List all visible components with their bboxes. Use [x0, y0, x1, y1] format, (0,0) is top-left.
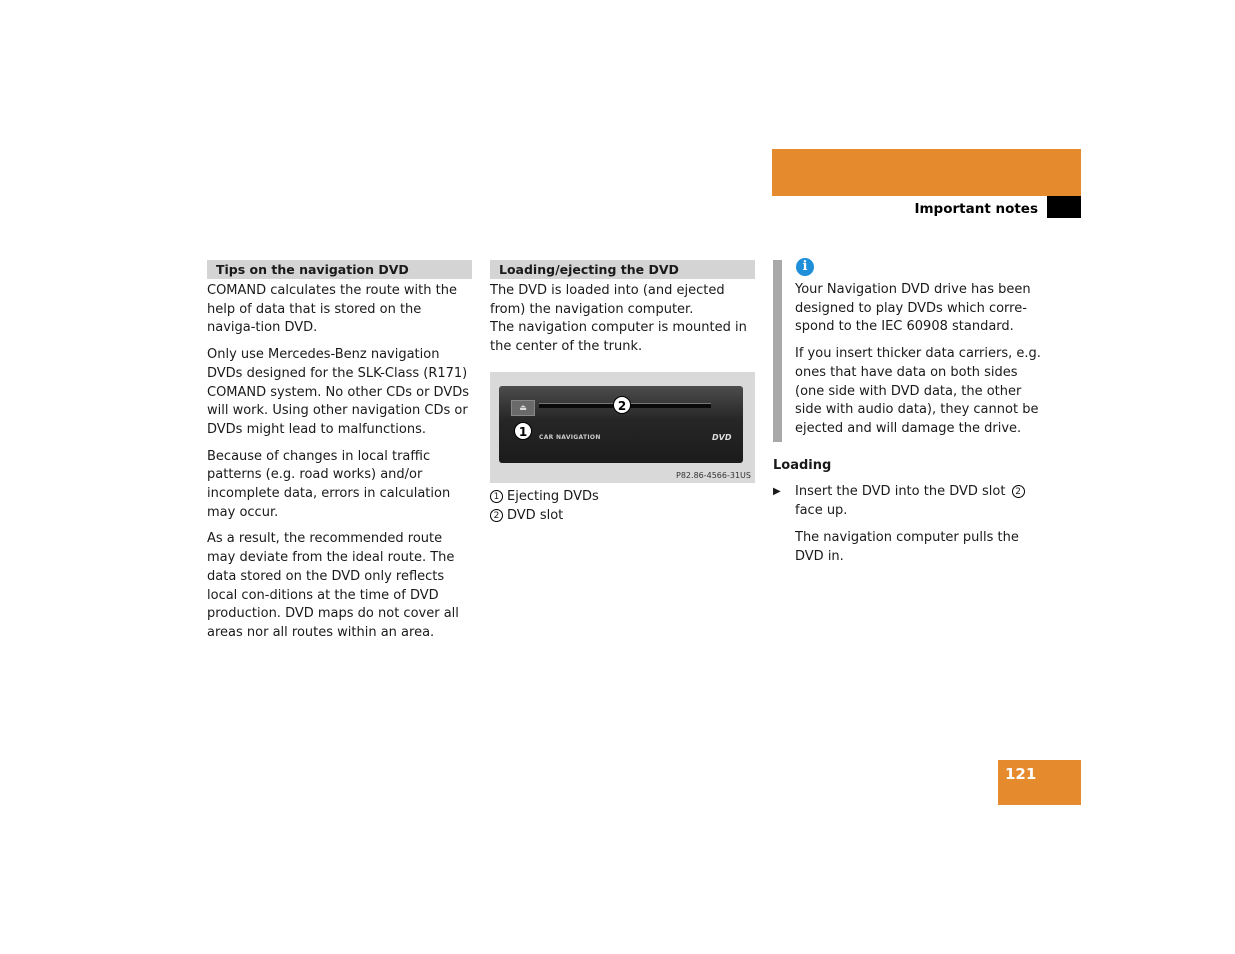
car-navigation-label: CAR NAVIGATION — [539, 434, 601, 441]
info-paragraph: If you insert thicker data carriers, e.g. ones that have data on both sides (one side with DVD data, the other side with audio data), they cannot be ejected and will damage the drive. — [795, 346, 1041, 436]
info-paragraph: Your Navigation DVD drive has been designed to play DVDs which corre-spond to the IEC 60908 standard. — [795, 282, 1031, 335]
legend — [490, 488, 755, 525]
loading-heading: Loading — [773, 458, 832, 473]
info-bar — [773, 260, 782, 442]
step-arrow-icon: ▶ — [773, 486, 781, 497]
instruction-step — [773, 483, 1041, 520]
step-text-after: face up. — [795, 502, 848, 518]
column-loading — [490, 260, 754, 357]
legend-number: 1 — [490, 490, 503, 503]
step-result: The navigation computer pulls the DVD in. — [795, 530, 1019, 564]
legend-text: Ejecting DVDs — [507, 489, 599, 504]
paragraph: Because of changes in local traffic patterns (e.g. road works) and/or incomplete data, errors in calculation may occur. — [207, 448, 451, 520]
paragraph: Only use Mercedes-Benz navigation DVDs designed for the SLK-Class (R171) COMAND system. No other CDs or DVDs will work. Using other navigation CDs or DVDs might lead to malfunctions. — [207, 347, 470, 437]
image-code: P82.86-4566-31US — [676, 471, 751, 480]
legend-text: DVD slot — [507, 507, 564, 523]
step-text: Insert the DVD into the DVD slot — [795, 484, 1006, 499]
section-heading-loading: Loading/ejecting the DVD — [490, 260, 755, 279]
callout-1: 1 — [514, 422, 532, 440]
paragraph: COMAND calculates the route with the help of data that is stored on the naviga-tion DVD. — [207, 283, 457, 336]
dvd-logo: DVD — [712, 433, 732, 442]
section-heading-tips: Tips on the navigation DVD — [207, 260, 472, 279]
subsection-title: Important notes — [914, 201, 1038, 217]
legend-item — [490, 488, 755, 507]
subsection-marker — [1047, 196, 1081, 218]
step-number: 2 — [1012, 485, 1025, 498]
dvd-drive-image — [490, 372, 755, 483]
section-title: Navigation* — [1089, 168, 1189, 186]
legend-item — [490, 507, 755, 526]
info-icon: i — [796, 258, 814, 276]
page-number: 121 — [1005, 765, 1037, 783]
paragraph: The DVD is loaded into (and ejected from) the navigation computer. — [490, 283, 725, 317]
eject-icon: ⏏ — [511, 400, 535, 416]
column-tips — [207, 260, 471, 651]
paragraph: As a result, the recommended route may deviate from the ideal route. The data stored on the DVD only reflects local con-ditions at the time of DVD production. DVD maps do not cover all areas nor all routes within an area. — [207, 531, 459, 640]
header-bar — [772, 149, 1081, 196]
info-box — [795, 281, 1043, 447]
paragraph: The navigation computer is mounted in the center of the trunk. — [490, 320, 747, 355]
legend-number: 2 — [490, 509, 503, 522]
callout-2: 2 — [613, 396, 631, 414]
